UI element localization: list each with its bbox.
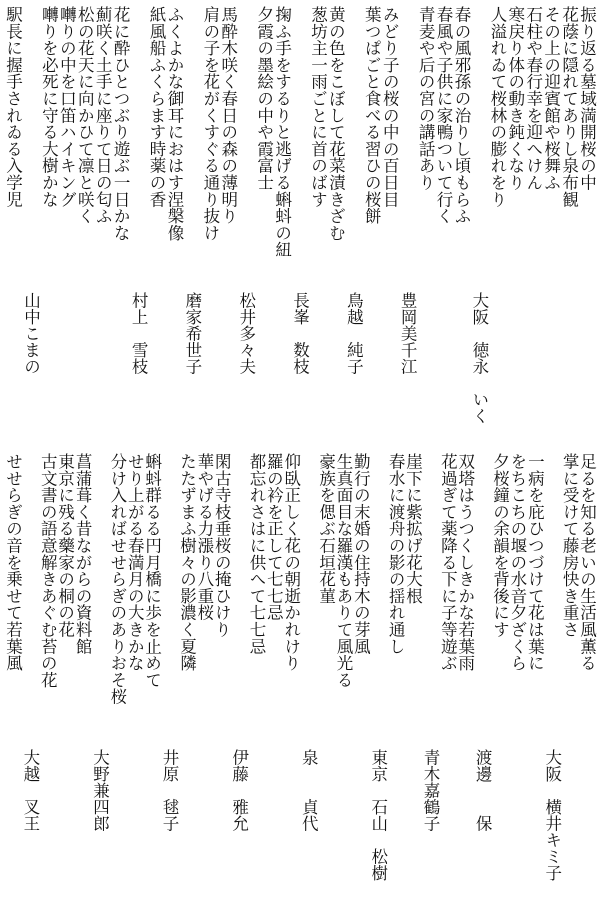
- haiku-line: 仰臥正しく花の朝逝かれけり: [281, 453, 301, 672]
- author-name: 泉 貞代: [299, 749, 319, 832]
- haiku-line: 馬酔木咲く春日の森の薄明り: [218, 6, 238, 225]
- haiku-line: 花蔭に隠れてありし泉布観: [559, 6, 579, 208]
- author-name: 伊藤 雅允: [229, 749, 249, 832]
- haiku-line: 春風や子供に家鴨ついて行く: [434, 6, 453, 225]
- haiku-line: 松の花天に向かひて凛と咲く: [75, 6, 95, 225]
- haiku-line: 豪族を偲ぶ石垣花菫: [316, 453, 336, 605]
- haiku-line: 菖蒲葺く昔ながらの資料館: [73, 453, 93, 655]
- author-name: 松井多々夫: [236, 292, 256, 375]
- author-name: 大阪 徳永 いく: [469, 292, 489, 424]
- author-name: 村上 雪枝: [129, 292, 149, 375]
- haiku-line: 黄の色をこぼして花菜漬きざむ: [326, 6, 346, 242]
- author-name: 長峯 数枝: [290, 292, 310, 375]
- haiku-line: 寒戻り体の動き鈍くなり: [505, 6, 525, 191]
- haiku-line: 葱坊主一雨ごとに首のばす: [308, 6, 328, 208]
- haiku-line: 夕桜鐘の余韻を背後にす: [490, 453, 510, 638]
- haiku-line: 閑古寺枝垂桜の掩ひけり: [212, 453, 232, 638]
- haiku-line: 生真面目な羅漢もありて風光る: [333, 453, 353, 689]
- author-name: 井原 毬子: [160, 749, 180, 832]
- haiku-line: せせらぎの音を乗せて若葉風: [3, 453, 23, 672]
- author-name: 豊岡美千江: [398, 292, 418, 375]
- haiku-line: 分け入ればせせらぎのありおそ桜: [107, 453, 127, 705]
- haiku-line: 掌に受けて藤房快き重さ: [560, 453, 580, 638]
- haiku-line: せり上がる春満月の大きかな: [125, 453, 145, 672]
- haiku-line: 囀りを必死に守る大樹かな: [39, 6, 59, 208]
- author-name: 大野兼四郎: [90, 749, 110, 832]
- author-name: 鳥越 純子: [344, 292, 364, 375]
- lower-section: [0, 447, 600, 897]
- haiku-line: 青麦や后の宮の講話あり: [416, 6, 436, 191]
- haiku-line: 羅の衿を正して七七忌: [264, 453, 284, 621]
- haiku-line: たたずまふ樹々の影濃く夏隣: [177, 453, 197, 672]
- author-name: 大越 叉王: [20, 749, 40, 832]
- haiku-line: 掬ふ手をするりと逃げる蝌蚪の紐: [272, 6, 292, 258]
- haiku-line: 崖下に紫拡げ花大根: [403, 453, 423, 605]
- haiku-line: 春の風邪孫の治りし頃もらふ: [451, 6, 471, 225]
- author-name: 渡邊 保: [473, 749, 493, 832]
- haiku-line: 石柱や春行幸を迎へけん: [523, 6, 543, 191]
- haiku-line: 振り返る墓域満開桜の中: [577, 6, 597, 191]
- haiku-line: 華やげる力漲り八重桜: [194, 453, 214, 621]
- haiku-line: 蝌蚪群るる円月橋に歩を止めて: [142, 453, 162, 689]
- haiku-line: 双塔はうつくしきかな若葉雨: [455, 453, 475, 672]
- haiku-line: その上の迎賓館や桜舞ふ: [541, 6, 561, 191]
- haiku-line: 人溢れゐて桜林の膨れをり: [487, 6, 507, 208]
- haiku-line: 夕霞の墨絵の中や霞富士: [254, 6, 274, 191]
- haiku-line: 足るを知る老いの生活風薫る: [577, 453, 597, 672]
- haiku-line: 花過ぎて薬降る下に子等遊ぶ: [438, 453, 458, 672]
- haiku-line: 囀りの中を口笛ハイキング: [57, 6, 77, 208]
- haiku-line: ふくよかな御耳におはす涅槃像: [164, 6, 184, 242]
- haiku-line: 東京に残る藥家の桐の花: [55, 453, 75, 638]
- haiku-line: 都忘れさはに供へて七七忌: [247, 453, 266, 655]
- haiku-line: をちこちの堰の水音夕ざくら: [507, 453, 527, 672]
- author-name: 青木嘉鶴子: [420, 749, 440, 832]
- haiku-line: 春水に渡舟の影の揺れ通し: [386, 453, 406, 655]
- haiku-line: 勤行の末婚の住持木の芽風: [351, 453, 371, 655]
- haiku-line: 古文書の語意解きあぐむ苔の花: [38, 453, 58, 689]
- haiku-line: 駅長に握手されゐる入学児: [3, 6, 23, 208]
- haiku-line: 葉つぱごと食べる習ひの桜餅: [362, 6, 382, 225]
- haiku-line: 花に酔ひとつぶり遊ぶ一日かな: [111, 6, 131, 242]
- haiku-line: 肩の子を花がくすぐる通り抜け: [200, 6, 220, 242]
- author-name: 大阪 横井キミ子: [542, 749, 562, 881]
- upper-section: [0, 0, 600, 440]
- author-name: 東京 石山 松樹: [368, 749, 388, 881]
- haiku-line: みどり子の桜の中の百日目: [380, 6, 400, 208]
- haiku-line: 薊咲く土手に座りて日の匂ふ: [93, 6, 113, 225]
- haiku-line: 一病を庇ひつづけて花は葉に: [525, 453, 545, 672]
- author-name: 磨家希世子: [182, 292, 202, 375]
- haiku-line: 紙風船ふくらます時薬の香: [147, 6, 166, 208]
- author-name: 山中こまの: [21, 292, 41, 375]
